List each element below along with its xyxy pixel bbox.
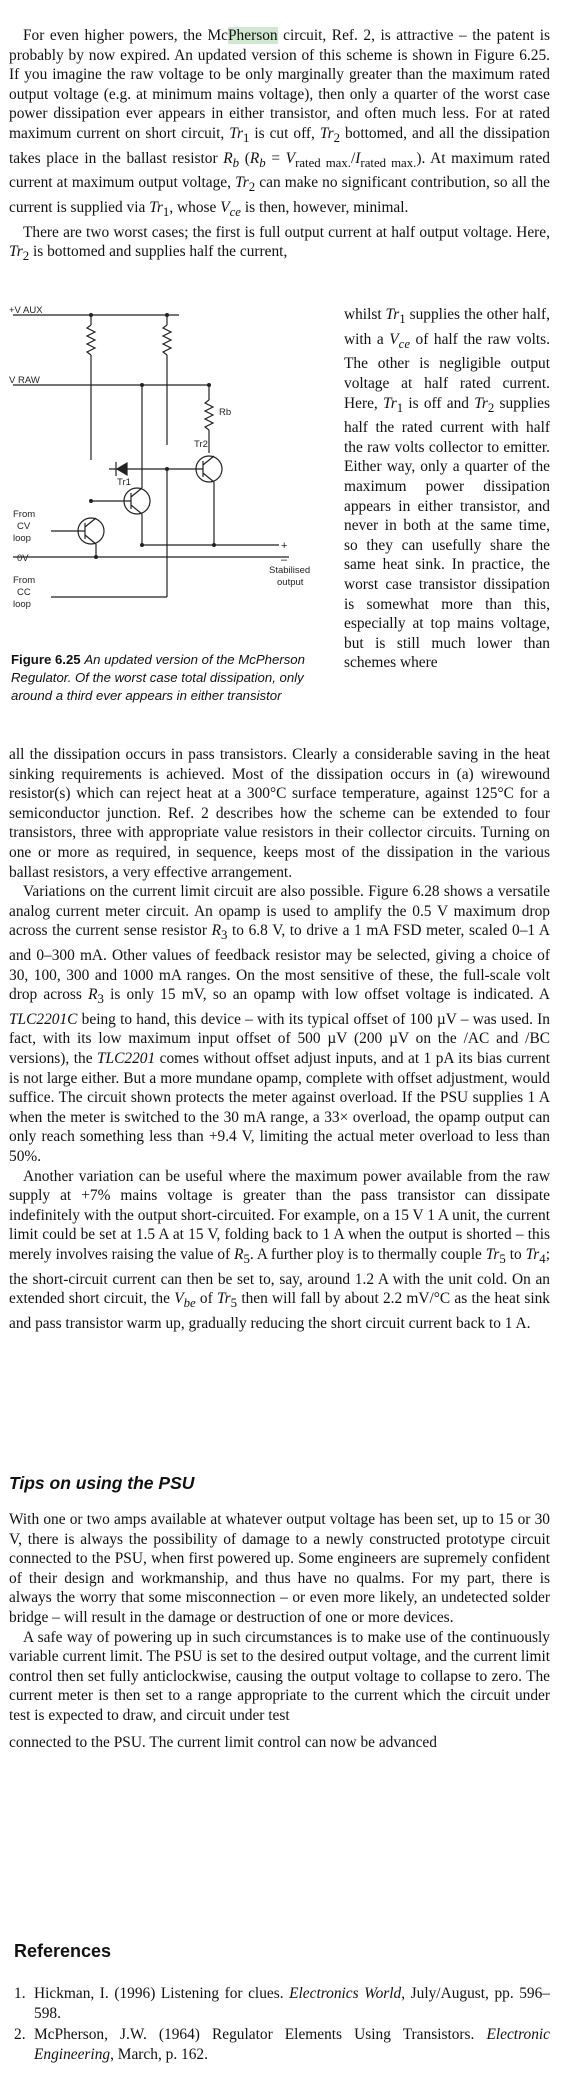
paragraph-mcpherson: For even higher powers, the McPherson circuit, Ref. 2, is attractive – the patent is probably by now expired. An updated version of this scheme is shown in Figure 6.25. If you imagine the raw voltage to be only marginally greater than the maximum rated output voltage (e.g. at minimum mains voltage), then only a quarter of the worst case power dissipation ever appears in either transistor, and often much less. For at rated maximum current on short circuit, $Tr_1$ is cut off, $Tr_2$ bottomed, and all the dissipation takes place in the ballast resistor $R_b$ $(R_b = V_{rated max.}/I_{rated max.})$. At maximum rated current at maximum output voltage, $Tr_2$ can make no significant contribution, so all the current is supplied via $Tr_1$, whose $V_{ce}$ is then, however, minimal. (9, 27, 550, 220)
paragraph-variations: Variations on the current limit circuit are also possible. Figure 6.28 shows a versatile analog current meter circuit. An opamp is used to amplify the 0.5 V maximum drop across the current sense resistor $R_3$ to 6.8 V, to drive a 1 mA FSD meter, scaled 0–1 A and 0–300 mA. Other values of feedback resistor may be selected, giving a choice of 30, 100, 300 and 1000 mA ranges. On the most sensitive of these, the full-scale volt drop across $R_3$ is only 15 mV, so an opamp with low offset voltage is indicated. A TLC2201C being to hand, this device – with its typical offset of 100 µV – was used. In fact, with its low maximum input offset of 500 µV (200 µV on the /AC and /BC versions), the TLC2201 comes without offset adjust inputs, and at 1 pA its bias current is not large either. But a more mundane opamp, complete with offset adjustment, would suffice. The circuit shown protects the meter against overload. If the PSU supplies 1 A when the meter is switched to the 30 mA range, a 33× overload, the opamp output can only reach something less than +9.4 V, limiting the actual meter overload to less than 50%. (9, 883, 551, 1166)
label-from-cv-1: From (13, 509, 36, 520)
cut-off-line (9, 1734, 550, 1752)
reference-number: 1. (14, 1985, 26, 2002)
label-output: output (277, 577, 304, 588)
paragraph-continuation: all the dissipation occurs in pass transistors. Clearly a considerable saving in the heat sinking requirements is achieved. Most of the dissipation occurs in (a) wirewound resistor(s) which can reject heat at a 300°C surface temperature, against 125°C for a semiconductor junction. Ref. 2 describes how the scheme can be extended to four transistors, three with appropriate value resistors in their collector circuits. Turning on one or more as required, in sequence, keeps most of the dissipation in the various ballast resistors, a very effective arrangement. (9, 746, 550, 881)
label-v-raw: V RAW (9, 375, 40, 386)
label-rb: Rb (219, 407, 232, 418)
paragraph-tips-1: With one or two amps available at whatever output voltage has been set, up to 15 or 30 V, there is always the possibility of damage to a newly constructed prototype circuit connected to the PSU, when first powered up. Some engineers are supremely confident of their design and workmanship, and thus have no qualms. For my part, there is always the worry that some misconnection – or even more likely, an undetected solder bridge – will result in the damage or destruction of one or more devices. (9, 1511, 550, 1626)
paragraph-another: Another variation can be useful where the maximum power available from the raw supply at +7% mains voltage is greater than the pass transistor can dissipate indefinitely with the output short-circuited. For example, on a 15 V 1 A unit, the current limit could be set at 1.5 A at 15 V, folding back to 1 A when the output is shorted – this merely involves raising the value of $R_5$. A further ploy is to thermally couple $Tr_5$ to $Tr_4$; the short-circuit current can then be set to, say, around 1.2 A with the unit cold. On an extended short circuit, the $V_{be}$ of $Tr_5$ then will fall by about 2.2 mV/°C as the heat sink and pass transistor warm up, gradually reducing the short circuit current back to 1 A. (9, 1167, 550, 1332)
label-stabilised: Stabilised (269, 565, 311, 576)
paragraph-tips-2: A safe way of powering up in such circumstances is to make use of the continuously variable current limit. The PSU is set to the desired output voltage, and the current limit control then set fully anticlockwise, causing the output voltage to collapse to zero. The current meter is then set to a range appropriate to the current which the circuit under test is expected to draw, and circuit under test (9, 1628, 550, 1724)
reference-item: 2. McPherson, J.W. (1964) Regulator Elements Using Transistors. Electronic Engineering, March, p. 162. (14, 2026, 550, 2063)
tips-text (9, 1510, 550, 1726)
references-heading: References (14, 1941, 112, 1961)
label-minus: – (281, 554, 288, 566)
label-plus: + (281, 540, 288, 552)
caption-number: Figure 6.25 (11, 652, 81, 667)
label-v-aux: +V AUX (9, 305, 43, 316)
label-from-cv-2: CV (17, 521, 31, 532)
cut-off-text: connected to the PSU. The current limit control can now be advanced (9, 1734, 437, 1751)
label-tr2: Tr2 (194, 439, 208, 450)
side-text: whilst $Tr_1$ supplies the other half, with a $V_{ce}$ of half the raw volts. The other is negligible output voltage at half rated current. Here, $Tr_1$ is off and $Tr_2$ supplies half the rated current with half the raw volts collector to emitter. Either way, only a quarter of the maximum power dissipation appears in either transistor, and never in both at the same time, so they can usefully share the same heat sink. In practice, the worst case transistor dissipation is somewhat more than this, especially at top mains voltage, but is still much lower than schemes where (344, 306, 551, 672)
figure-caption (11, 651, 329, 705)
reference-item: 1. Hickman, I. (1996) Listening for clues. Electronics World, July/August, pp. 596–598. (14, 1985, 551, 2022)
reference-number: 2. (14, 2026, 26, 2044)
label-from-cc-2: CC (17, 587, 31, 598)
body-text (9, 745, 550, 1334)
label-tr1: Tr1 (117, 477, 131, 488)
label-from-cc-1: From (13, 575, 36, 586)
caption-text: An updated version of the McPherson Regulator. Of the worst case total dissipation, only around a third ever appears in either transistor (11, 652, 305, 703)
label-from-cv-3: loop (13, 533, 31, 544)
intro-text (9, 26, 550, 267)
label-0v: 0V (17, 553, 29, 564)
tips-heading: Tips on using the PSU (9, 1473, 195, 1493)
references-list (14, 1984, 550, 2066)
paragraph-worst-cases: There are two worst cases; the first is full output current at half output voltage. Here, $Tr_2$ is bottomed and supplies half the current, (9, 223, 550, 264)
label-from-cc-3: loop (13, 599, 31, 610)
circuit-diagram (9, 305, 339, 655)
